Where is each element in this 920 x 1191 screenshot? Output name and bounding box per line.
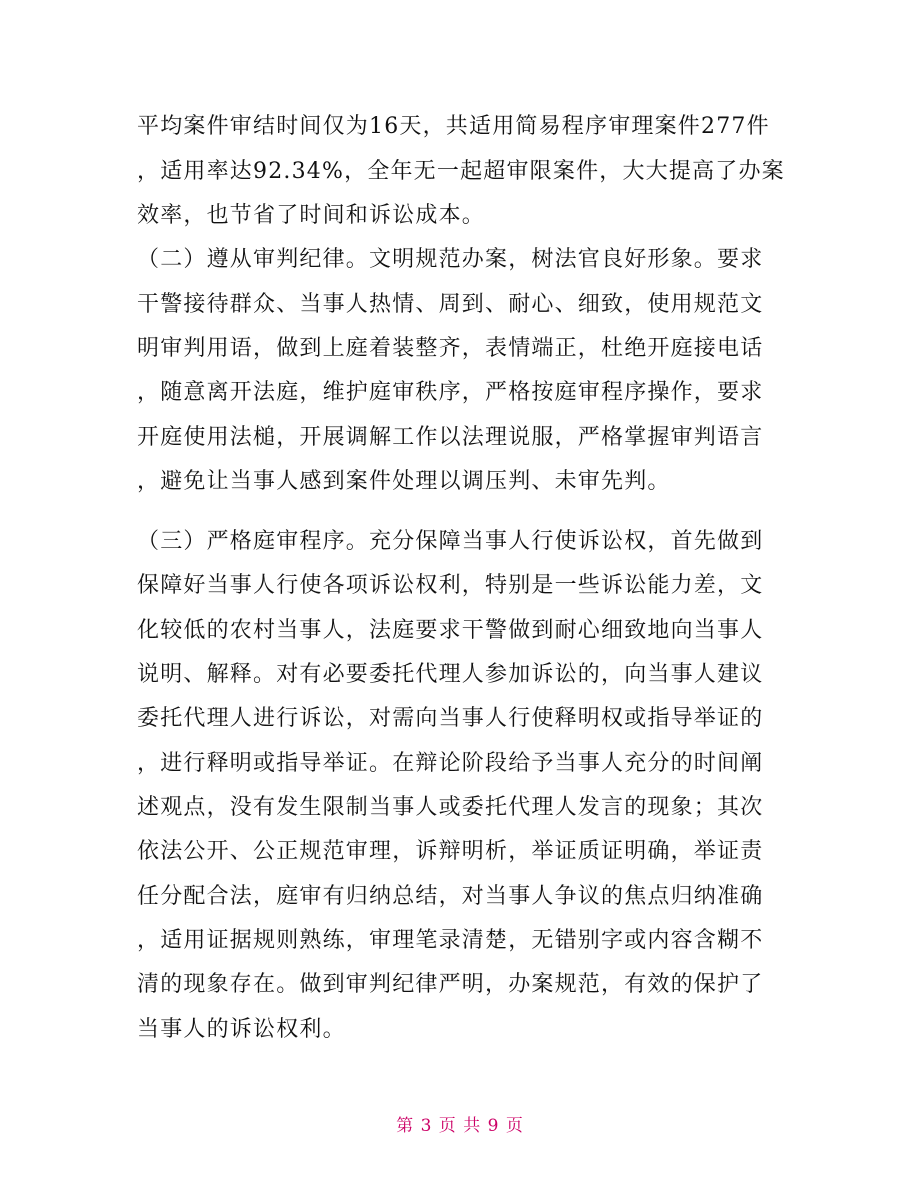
current-page-number: 3 [420,1116,433,1136]
text-line: 平均案件审结时间仅为16天，共适用简易程序审理案件277件 [137,114,770,139]
text-line: 开庭使用法槌，开展调解工作以法理说服，严格掌握审判语言 [137,425,764,450]
text-line: 依法公开、公正规范审理，诉辩明析，举证质证明确，举证责 [137,839,764,864]
text-line: 委托代理人进行诉讼，对需向当事人行使释明权或指导举证的 [137,706,764,731]
text-line: 清的现象存在。做到审判纪律严明，办案规范，有效的保护了 [137,972,764,997]
total-pages-number: 9 [487,1116,500,1136]
footer-prefix: 第 [396,1116,415,1136]
footer-middle: 页 共 [438,1116,482,1136]
text-line: 述观点，没有发生限制当事人或委托代理人发言的现象；其次 [137,795,764,820]
footer-suffix: 页 [505,1116,524,1136]
text-line: 保障好当事人行使各项诉讼权利，特别是一些诉讼能力差，文 [137,573,764,598]
text-line: 当事人的诉讼权利。 [137,1017,346,1042]
text-line: ，适用证据规则熟练，审理笔录清楚，无错别字或内容含糊不 [137,928,764,953]
text-line: 明审判用语，做到上庭着装整齐，表情端正，杜绝开庭接电话 [137,336,764,361]
text-line: ，进行释明或指导举证。在辩论阶段给予当事人充分的时间阐 [137,751,764,776]
text-line: 说明、解释。对有必要委托代理人参加诉讼的，向当事人建议 [137,662,764,687]
text-line: 效率，也节省了时间和诉讼成本。 [137,203,486,228]
text-line: 化较低的农村当事人，法庭要求干警做到耐心细致地向当事人 [137,618,764,643]
page-footer [0,1111,920,1136]
paragraph-heading-line: （三）严格庭审程序。充分保障当事人行使诉讼权，首先做到 [137,529,764,554]
text-line: ，适用率达92.34%，全年无一起超审限案件，大大提高了办案 [137,159,785,184]
text-line: ，避免让当事人感到案件处理以调压判、未审先判。 [137,469,671,494]
text-line: 干警接待群众、当事人热情、周到、耐心、细致，使用规范文 [137,292,764,317]
text-line: ，随意离开法庭，维护庭审秩序，严格按庭审程序操作，要求 [137,380,764,405]
text-line: 任分配合法，庭审有归纳总结，对当事人争议的焦点归纳准确 [137,884,764,909]
paragraph-heading-line: （二）遵从审判纪律。文明规范办案，树法官良好形象。要求 [137,247,764,272]
